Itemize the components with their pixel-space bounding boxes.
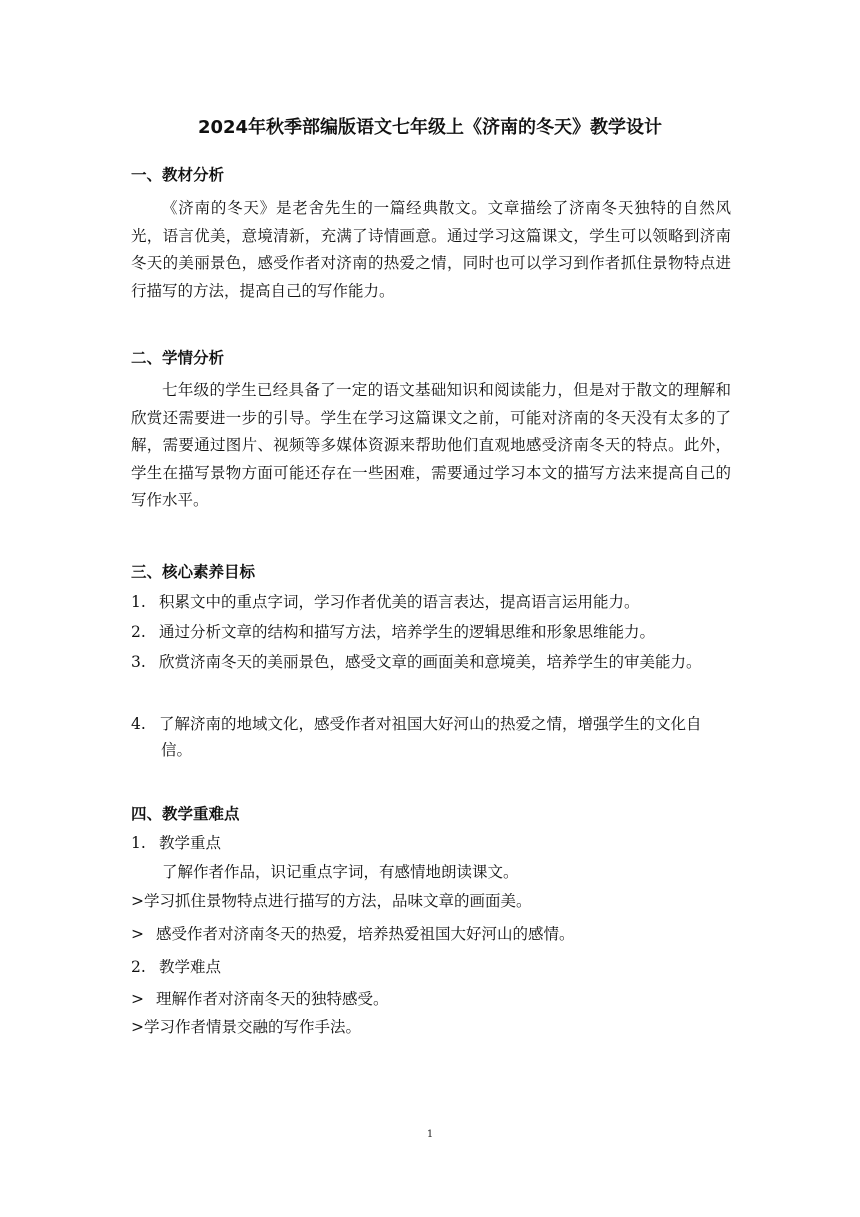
bullet-arrow-icon: > <box>131 1018 144 1036</box>
bullet-arrow-icon: > <box>131 925 144 943</box>
list-item-number: 1. <box>131 593 146 611</box>
bullet-text: 感受作者对济南冬天的热爱，培养热爱祖国大好河山的感情。 <box>156 925 575 943</box>
key-point-bullet <box>131 921 731 947</box>
bullet-arrow-icon: > <box>131 892 144 910</box>
list-item-number: 3. <box>131 653 146 671</box>
bullet-arrow-icon: > <box>131 990 144 1008</box>
key-points-line: 了解作者作品，识记重点字词，有感情地朗读课文。 <box>162 863 519 881</box>
list-item <box>131 649 731 675</box>
page-number: 1 <box>426 1129 434 1140</box>
section-heading-textbook-analysis: 一、教材分析 <box>131 166 225 184</box>
section-heading-core-goals: 三、核心素养目标 <box>131 563 256 581</box>
section-paragraph-textbook-analysis: 《济南的冬天》是老舍先生的一篇经典散文。文章描绘了济南冬天独特的自然风光，语言优美，意境清新，充满了诗情画意。通过学习这篇课文，学生可以领略到济南冬天的美丽景色，感受作者对济南的热爱之情，同时也可以学习到作者抓住景物特点进行描写的方法，提高自己的写作能力。 <box>131 199 731 300</box>
list-item <box>131 619 731 645</box>
list-item <box>131 589 731 615</box>
key-points-label <box>131 830 731 856</box>
list-item-number: 4. <box>131 715 146 733</box>
section-heading-key-difficulties: 四、教学重难点 <box>131 805 240 823</box>
list-item-text: 欣赏济南冬天的美丽景色，感受文章的画面美和意境美，培养学生的审美能力。 <box>159 653 702 671</box>
list-item-number: 2. <box>131 623 146 641</box>
document-title: 2024年秋季部编版语文七年级上《济南的冬天》教学设计 <box>197 117 663 138</box>
key-points-number: 1. <box>131 834 146 852</box>
bullet-text: 学习作者情景交融的写作手法。 <box>144 1018 362 1036</box>
list-item <box>131 711 731 763</box>
list-item-text: 通过分析文章的结构和描写方法，培养学生的逻辑思维和形象思维能力。 <box>159 623 656 641</box>
difficulty-points-label-text: 教学难点 <box>159 958 222 976</box>
key-point-bullet <box>131 888 731 914</box>
key-points-label-text: 教学重点 <box>159 834 222 852</box>
difficulty-points-label <box>131 954 731 980</box>
section-paragraph-student-analysis: 七年级的学生已经具备了一定的语文基础知识和阅读能力，但是对于散文的理解和欣赏还需要进一步的引导。学生在学习这篇课文之前，可能对济南的冬天没有太多的了解，需要通过图片、视频等多媒体资源来帮助他们直观地感受济南冬天的特点。此外，学生在描写景物方面可能还存在一些困难，需要通过学习本文的描写方法来提高自己的写作水平。 <box>131 381 731 510</box>
bullet-text: 理解作者对济南冬天的独特感受。 <box>156 990 389 1008</box>
bullet-text: 学习抓住景物特点进行描写的方法，品味文章的画面美。 <box>144 892 532 910</box>
list-item-text: 积累文中的重点字词，学习作者优美的语言表达，提高语言运用能力。 <box>159 593 640 611</box>
difficulty-point-bullet <box>131 1014 731 1040</box>
section-heading-student-analysis: 二、学情分析 <box>131 349 225 367</box>
difficulty-points-number: 2. <box>131 958 146 976</box>
difficulty-point-bullet <box>131 986 731 1012</box>
list-item-text: 了解济南的地域文化，感受作者对祖国大好河山的热爱之情，增强学生的文化自信。 <box>159 715 702 759</box>
